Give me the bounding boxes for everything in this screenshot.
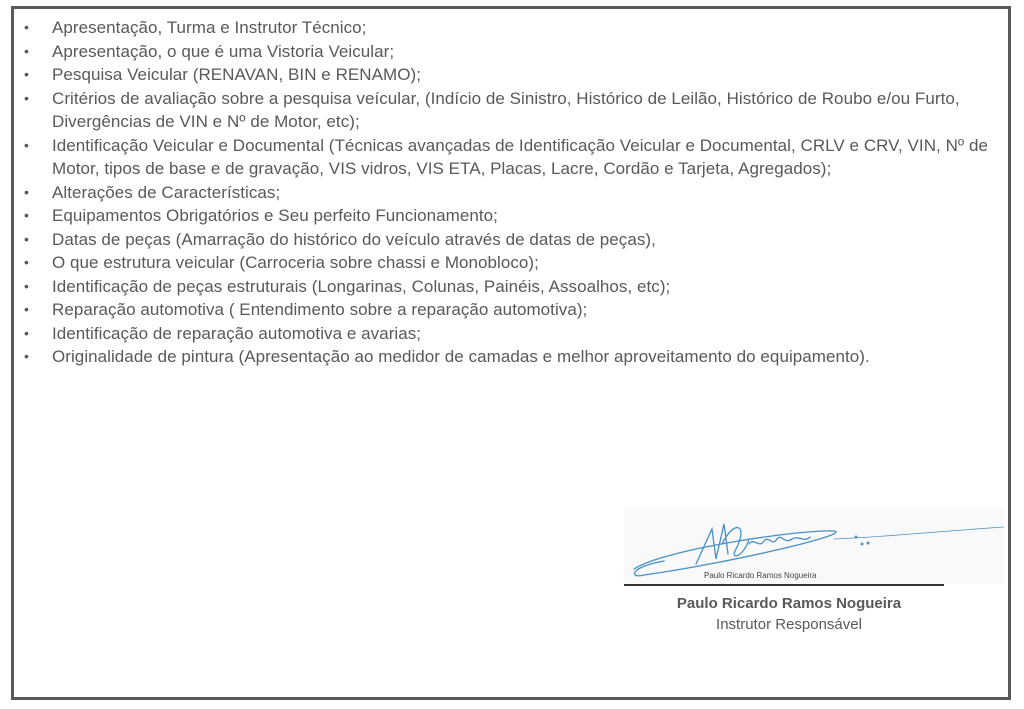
list-item: • Alterações de Características;	[14, 181, 989, 205]
bullet-icon: •	[24, 254, 29, 270]
list-item: • Critérios de avaliação sobre a pesquisa veícular, (Indício de Sinistro, Histórico de Leilão, Histórico de Roubo e/ou Furto, Divergências de VIN e Nº de Motor, etc);	[24, 88, 960, 131]
list-item: • Equipamentos Obrigatórios e Seu perfeito Funcionamento;	[14, 204, 989, 228]
signature-printed-name: Paulo Ricardo Ramos Nogueira	[704, 571, 817, 580]
list-item: • Reparação automotiva ( Entendimento sobre a reparação automotiva);	[14, 298, 989, 322]
signature-line	[624, 584, 944, 586]
bullet-icon: •	[24, 277, 29, 294]
signer-name: Paulo Ricardo Ramos Nogueira	[676, 595, 902, 612]
bullet-icon: •	[24, 66, 29, 82]
list-item: • Identificação Veicular e Documental (Técnicas avançadas de Identificação Veicular e Documental, CRLV e CRV, VIN, Nº de Motor, tipos de base e de gravação, VIS vidros, VIS ETA, Placas, Lacre, Cordão e Tarjeta, Agregados);	[24, 135, 988, 178]
bullet-icon: •	[24, 19, 29, 35]
list-item: • Datas de peças (Amarração do histórico do veículo através de datas de peças),	[14, 228, 989, 252]
signature-block	[624, 509, 1014, 639]
bullet-icon: •	[24, 183, 29, 200]
bullet-icon: •	[24, 348, 29, 364]
bullet-icon: •	[24, 324, 29, 341]
list-item: • Identificação de peças estruturais (Longarinas, Colunas, Painéis, Assoalhos, etc);	[14, 275, 989, 299]
bullet-icon: •	[24, 230, 29, 247]
document-frame	[11, 6, 1011, 700]
list-item: • O que estrutura veicular (Carroceria sobre chassi e Monobloco);	[14, 251, 989, 275]
list-item: • Apresentação, Turma e Instrutor Técnico;	[14, 16, 989, 40]
bullet-icon: •	[24, 42, 29, 59]
list-item: • Pesquisa Veicular (RENAVAN, BIN e RENAMO);	[14, 63, 989, 87]
signer-role: Instrutor Responsável	[716, 616, 862, 633]
bullet-icon: •	[24, 207, 29, 223]
bullet-icon: •	[24, 301, 29, 317]
list-item: • Originalidade de pintura (Apresentação ao medidor de camadas e melhor aproveitamento do equipamento).	[14, 345, 989, 369]
topic-list	[14, 16, 989, 369]
bullet-icon: •	[24, 136, 29, 153]
list-item: • Apresentação, o que é uma Vistoria Veicular;	[14, 40, 989, 64]
bullet-icon: •	[24, 89, 29, 106]
list-item: • Identificação de reparação automotiva e avarias;	[14, 322, 989, 346]
